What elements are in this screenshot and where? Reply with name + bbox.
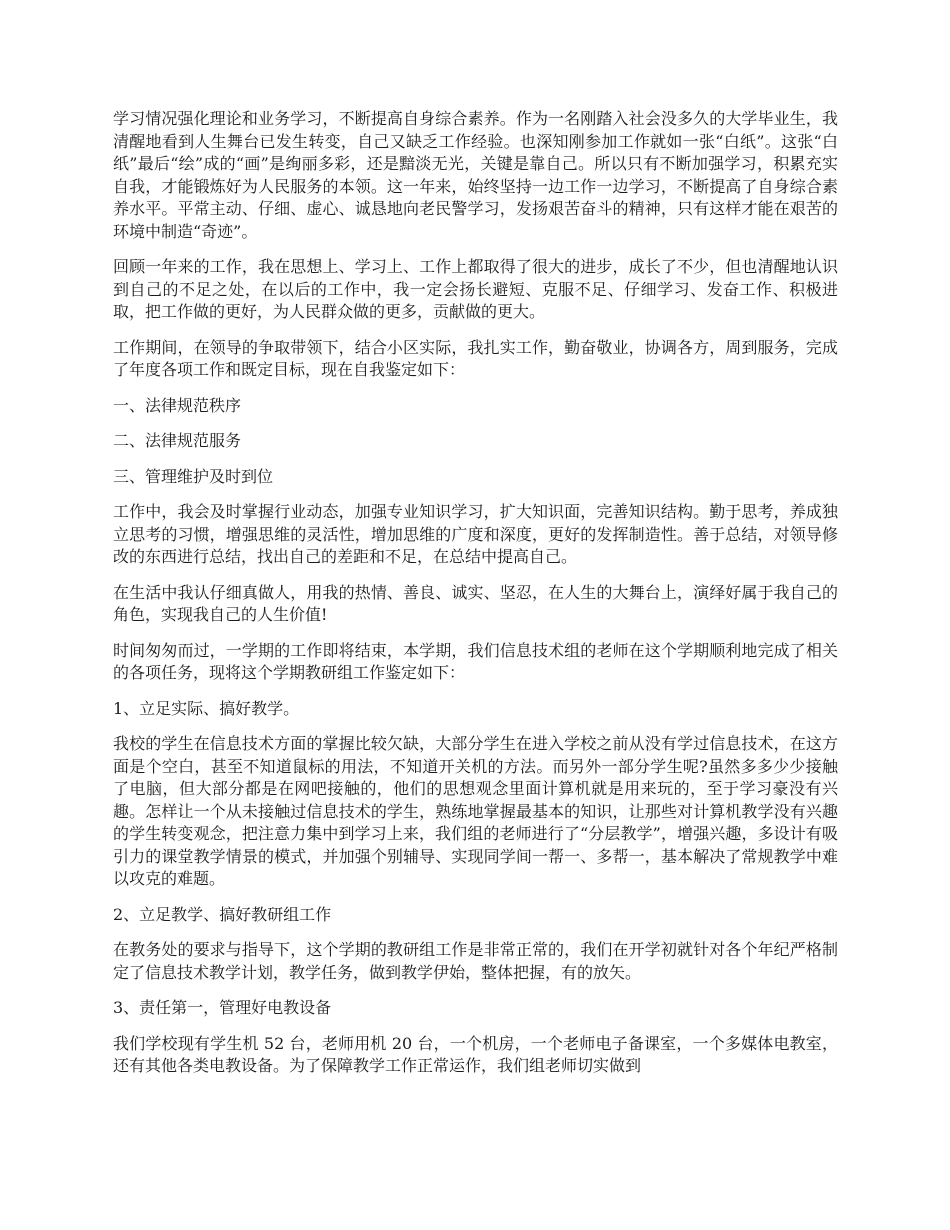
paragraph-work-period: 工作期间，在领导的争取带领下，结合小区实际，我扎实工作，勤奋敬业，协调各方，周到服务，完成了年度各项工作和既定目标，现在自我鉴定如下： <box>113 337 838 379</box>
paragraph-study-improvement: 学习情况强化理论和业务学习，不断提高自身综合素养。作为一名刚踏入社会没多久的大学毕业生，我清醒地看到人生舞台已发生转变，自己又缺乏工作经验。也深知刚参加工作就如一张“白纸”。这张“白纸”最后“绘”成的“画”是绚丽多彩，还是黯淡无光，关键是靠自己。所以只有不断加强学习，积累充实自我，才能锻炼好为人民服务的本领。这一年来，始终坚持一边工作一边学习，不断提高了自身综合素养水平。平常主动、仔细、虚心、诚恳地向老民警学习，发扬艰苦奋斗的精神，只有这样才能在艰苦的环境中制造“奇迹”。 <box>113 109 838 241</box>
document-body <box>113 108 838 1091</box>
heading-management: 三、管理维护及时到位 <box>113 466 274 486</box>
paragraph-work-knowledge: 工作中，我会及时掌握行业动态，加强专业知识学习，扩大知识面，完善知识结构。勤于思考，养成独立思考的习惯，增强思维的灵活性，增加思维的广度和深度，更好的发挥制造性。善于总结，对领导修改的东西进行总结，找出自己的差距和不足，在总结中提高自己。 <box>113 502 838 566</box>
heading-equipment: 3、责任第一，管理好电教设备 <box>113 998 332 1017</box>
paragraph-year-review: 回顾一年来的工作，我在思想上、学习上、工作上都取得了很大的进步，成长了不少，但也清醒地认识到自己的不足之处，在以后的工作中，我一定会扬长避短、克服不足、仔细学习、发奋工作、积极进取，把工作做的更好，为人民群众做的更多，贡献做的更大。 <box>113 257 838 321</box>
heading-teaching: 1、立足实际、搞好教学。 <box>113 698 300 718</box>
paragraph-teaching-detail: 我校的学生在信息技术方面的掌握比较欠缺，大部分学生在进入学校之前从没有学过信息技术，在这方面是个空白，甚至不知道鼠标的用法，不知道开关机的方法。而另外一部分学生呢?虽然多多少少接触了电脑，但大部分都是在网吧接触的，他们的思想观念里面计算机就是用来玩的，至于学习豪没有兴趣。怎样让一个从未接触过信息技术的学生，熟练地掌握最基本的知识，让那些对计算机教学没有兴趣的学生转变观念，把注意力集中到学习上来，我们组的老师进行了“分层教学”，增强兴趣，多设计有吸引力的课堂教学情景的模式，并加强个别辅导、实现同学间一帮一、多帮一，基本解决了常规教学中难以攻克的难题。 <box>113 734 838 888</box>
heading-law-order: 一、法律规范秩序 <box>113 395 242 415</box>
paragraph-teaching-research: 在教务处的要求与指导下，这个学期的教研组工作是非常正常的，我们在开学初就针对各个年纪严格制定了信息技术教学计划，教学任务，做到教学伊始，整体把握，有的放矢。 <box>113 940 838 982</box>
paragraph-semester-intro: 时间匆匆而过，一学期的工作即将结束，本学期，我们信息技术组的老师在这个学期顺利地完成了相关的各项任务，现将这个学期教研组工作鉴定如下： <box>113 640 838 682</box>
heading-law-service: 二、法律规范服务 <box>113 431 242 450</box>
paragraph-life: 在生活中我认仔细真做人，用我的热情、善良、诚实、坚忍，在人生的大舞台上，演绎好属于我自己的角色，实现我自己的人生价值! <box>113 582 838 624</box>
paragraph-equipment: 我们学校现有学生机 52 台，老师用机 20 台，一个机房，一个老师电子备课室，一个多媒体电教室，还有其他各类电教设备。为了保障教学工作正常运作，我们组老师切实做到 <box>113 1033 838 1075</box>
heading-teaching-research: 2、立足教学、搞好教研组工作 <box>113 904 332 924</box>
